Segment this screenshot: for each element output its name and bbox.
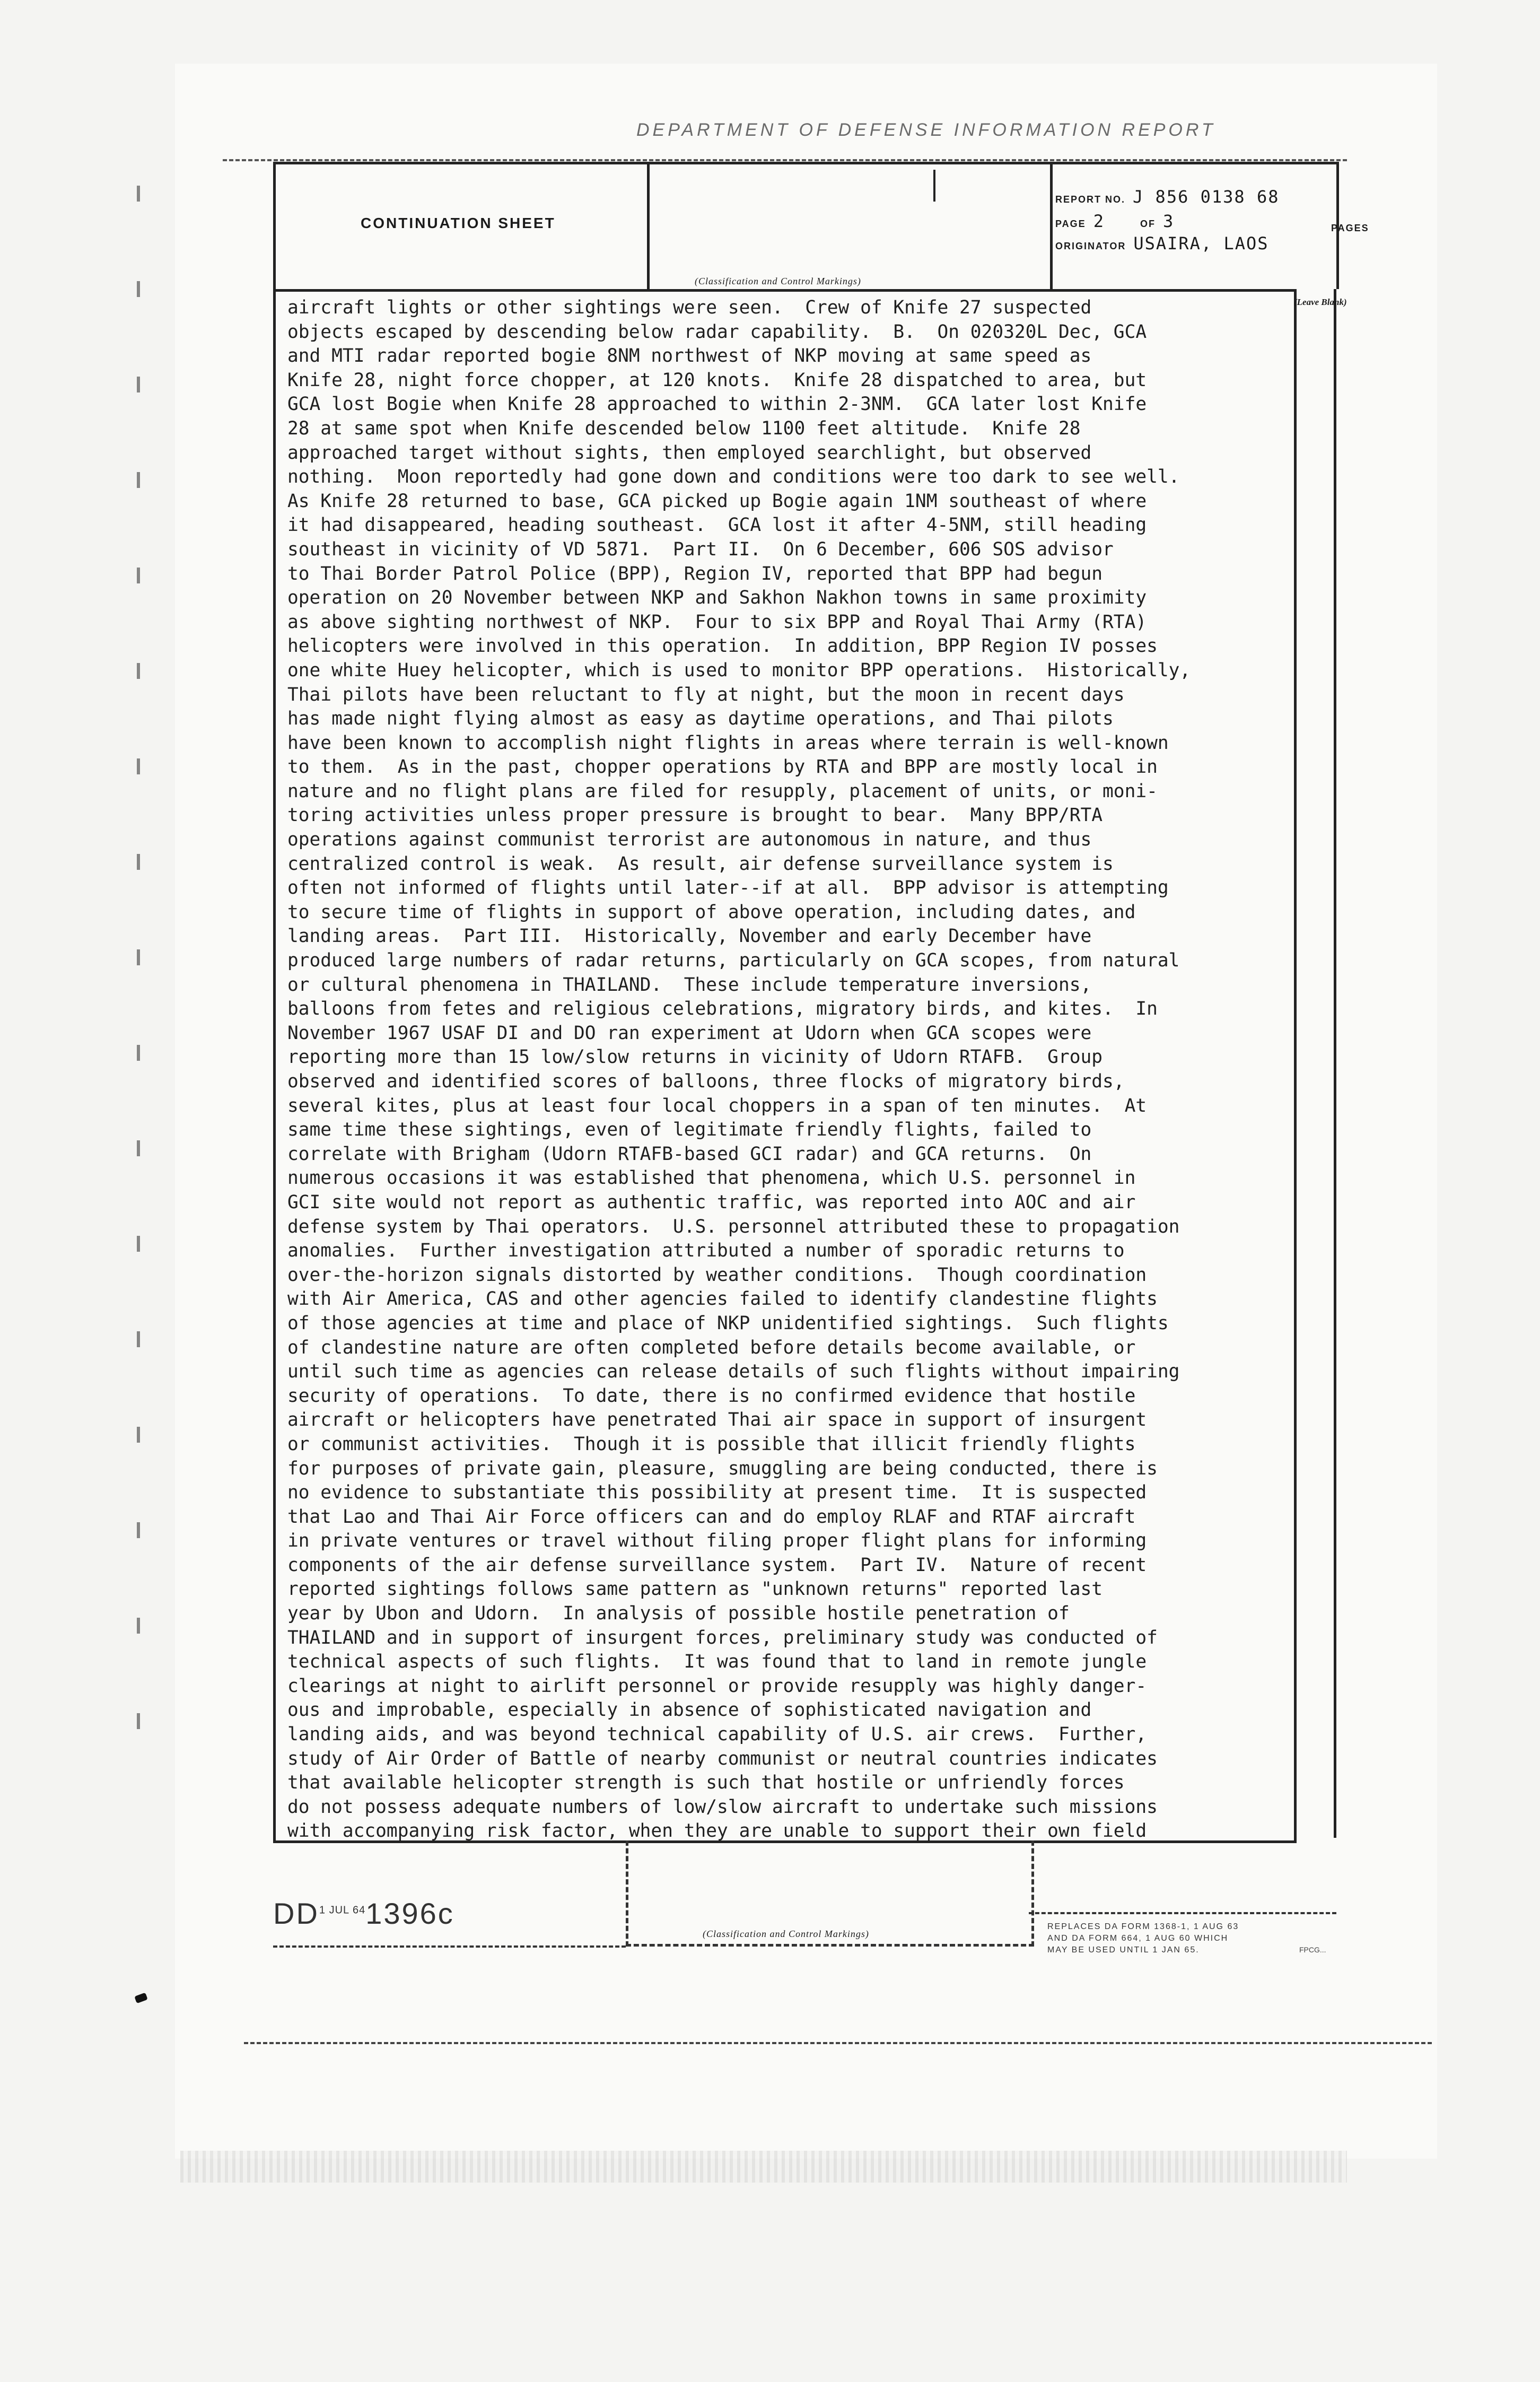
- body-line: until such time as agencies can release details of such flights without impairing: [287, 1361, 1180, 1383]
- body-line: As Knife 28 returned to base, GCA picked up Bogie again 1NM southeast of where: [287, 490, 1147, 512]
- body-line: year by Ubon and Udorn. In analysis of possible hostile penetration of: [287, 1603, 1070, 1625]
- body-line: that Lao and Thai Air Force officers can and do employ RLAF and RTAF aircraft: [287, 1506, 1136, 1528]
- body-line: components of the air defense surveillance system. Part IV. Nature of recent: [287, 1554, 1147, 1576]
- body-line: numerous occasions it was established that phenomena, which U.S. personnel in: [287, 1167, 1136, 1189]
- body-line: with Air America, CAS and other agencies failed to identify clandestine flights: [287, 1288, 1158, 1310]
- classification-cell: [647, 164, 1053, 289]
- of-value: 3: [1162, 211, 1175, 231]
- body-line: aircraft or helicopters have penetrated Thai air space in support of insurgent: [287, 1409, 1147, 1431]
- punch-mark: [134, 1993, 147, 2004]
- body-line: to Thai Border Patrol Police (BPP), Region IV, reported that BPP had begun: [287, 563, 1103, 584]
- classification-mark: [933, 170, 935, 202]
- body-line: over-the-horizon signals distorted by weather conditions. Though coordination: [287, 1264, 1147, 1286]
- bottom-classification-box: [626, 1840, 1034, 1947]
- body-line: study of Air Order of Battle of nearby communist or neutral countries indicates: [287, 1748, 1158, 1769]
- replaces-notice: REPLACES DA FORM 1368-1, 1 AUG 63 AND DA FORM 664, 1 AUG 60 WHICH MAY BE USED UNTIL 1 JAN 65.: [1047, 1922, 1239, 1955]
- body-line: reported sightings follows same pattern as "unknown returns" reported last: [287, 1578, 1103, 1600]
- body-line: of those agencies at time and place of NKP unidentified sightings. Such flights: [287, 1312, 1169, 1334]
- body-line: correlate with Brigham (Udorn RTAFB-based GCI radar) and GCA returns. On: [287, 1143, 1092, 1165]
- top-banner-text: DEPARTMENT OF DEFENSE INFORMATION REPORT: [636, 120, 1216, 140]
- page-row: [1055, 211, 1174, 231]
- body-line: technical aspects of such flights. It was found that to land in remote jungle: [287, 1651, 1147, 1673]
- body-line: or communist activities. Though it is possible that illicit friendly flights: [287, 1433, 1136, 1455]
- body-line: for purposes of private gain, pleasure, smuggling are being conducted, there is: [287, 1458, 1158, 1479]
- body-line: nature and no flight plans are filed for resupply, placement of units, or moni-: [287, 780, 1158, 802]
- continuation-label: CONTINUATION SHEET: [361, 215, 556, 231]
- report-no-value: J 856 0138 68: [1133, 187, 1280, 207]
- body-line: it had disappeared, heading southeast. GCA lost it after 4-5NM, still heading: [287, 514, 1147, 536]
- report-info-cell: [1050, 164, 1336, 289]
- body-line: clearings at night to airlift personnel or provide resupply was highly danger-: [287, 1675, 1147, 1697]
- body-line: centralized control is weak. As result, air defense surveillance system is: [287, 853, 1114, 875]
- body-line: that available helicopter strength is such that hostile or unfriendly forces: [287, 1772, 1125, 1794]
- body-line: several kites, plus at least four local choppers in a span of ten minutes. At: [287, 1095, 1147, 1116]
- body-line: and MTI radar reported bogie 8NM northwest of NKP moving at same speed as: [287, 345, 1092, 367]
- page-label: PAGE: [1055, 219, 1086, 229]
- body-line: observed and identified scores of balloons, three flocks of migratory birds,: [287, 1071, 1125, 1092]
- body-line: defense system by Thai operators. U.S. personnel attributed these to propagation: [287, 1216, 1180, 1237]
- left-margin-marks: [137, 186, 140, 1777]
- of-label: OF: [1140, 219, 1156, 229]
- report-no-row: [1055, 187, 1279, 207]
- body-line: anomalies. Further investigation attributed a number of sporadic returns to: [287, 1240, 1125, 1262]
- body-line: one white Huey helicopter, which is used to monitor BPP operations. Historically,: [287, 659, 1191, 681]
- body-line: security of operations. To date, there is no confirmed evidence that hostile: [287, 1385, 1136, 1407]
- bottom-classification-caption: (Classification and Control Markings): [703, 1929, 869, 1939]
- body-line: landing areas. Part III. Historically, November and early December have: [287, 926, 1092, 947]
- originator-value: USAIRA, LAOS: [1133, 233, 1269, 254]
- leave-blank-column: [1294, 289, 1336, 1838]
- body-line: ous and improbable, especially in absence of sophisticated navigation and: [287, 1699, 1092, 1721]
- footer-code: FPCG...: [1299, 1945, 1326, 1954]
- form-number: [273, 1896, 454, 1931]
- body-line: toring activities unless proper pressure is brought to bear. Many BPP/RTA: [287, 805, 1103, 826]
- body-line: GCI site would not report as authentic traffic, was reported into AOC and air: [287, 1191, 1136, 1213]
- body-line: operation on 20 November between NKP and Sakhon Nakhon towns in same proximity: [287, 587, 1147, 609]
- body-line: have been known to accomplish night flights in areas where terrain is well-known: [287, 732, 1169, 754]
- body-line: operations against communist terrorist are autonomous in nature, and thus: [287, 829, 1092, 851]
- originator-row: [1055, 233, 1269, 254]
- body-line: no evidence to substantiate this possibility at present time. It is suspected: [287, 1482, 1147, 1504]
- continuation-cell: [276, 164, 650, 289]
- form-num: 1396c: [365, 1897, 454, 1930]
- body-line: in private ventures or travel without filing proper flight plans for informing: [287, 1530, 1147, 1552]
- body-line: of clandestine nature are often completed before details become available, or: [287, 1337, 1136, 1358]
- originator-label: ORIGINATOR: [1055, 241, 1126, 251]
- outer-bottom-rule: [244, 2042, 1432, 2044]
- form-date: 1 JUL 64: [319, 1904, 366, 1916]
- body-line: November 1967 USAF DI and DO ran experiment at Udorn when GCA scopes were: [287, 1022, 1092, 1044]
- header-grid: [273, 162, 1339, 289]
- body-line: produced large numbers of radar returns, particularly on GCA scopes, from natural: [287, 950, 1180, 972]
- leave-blank-label: (Leave Blank): [1294, 297, 1347, 307]
- body-line: same time these sightings, even of legitimate friendly flights, failed to: [287, 1119, 1092, 1141]
- report-no-label: REPORT NO.: [1055, 194, 1126, 205]
- body-line: nothing. Moon reportedly had gone down and conditions were too dark to see well.: [287, 466, 1180, 488]
- body-line: GCA lost Bogie when Knife 28 approached to within 2-3NM. GCA later lost Knife: [287, 394, 1147, 415]
- body-line: do not possess adequate numbers of low/slow aircraft to undertake such missions: [287, 1796, 1158, 1818]
- body-line: aircraft lights or other sightings were seen. Crew of Knife 27 suspected: [287, 297, 1092, 318]
- body-line: Knife 28, night force chopper, at 120 knots. Knife 28 dispatched to area, but: [287, 369, 1147, 391]
- body-line: objects escaped by descending below radar capability. B. On 020320L Dec, GCA: [287, 321, 1147, 343]
- form-dd: DD: [273, 1897, 319, 1930]
- classification-caption: (Classification and Control Markings): [695, 276, 861, 286]
- body-line: as above sighting northwest of NKP. Four to six BPP and Royal Thai Army (RTA): [287, 611, 1147, 633]
- body-line: 28 at same spot when Knife descended below 1100 feet altitude. Knife 28: [287, 417, 1081, 439]
- scan-smudge: [180, 2151, 1347, 2183]
- body-line: approached target without sights, then employed searchlight, but observed: [287, 442, 1092, 464]
- body-line: has made night flying almost as easy as daytime operations, and Thai pilots: [287, 708, 1114, 730]
- body-line: to them. As in the past, chopper operations by RTA and BPP are mostly local in: [287, 756, 1158, 778]
- body-line: landing aids, and was beyond technical capability of U.S. air crews. Further,: [287, 1724, 1147, 1746]
- body-text-box: [273, 289, 1297, 1843]
- body-line: with accompanying risk factor, when they are unable to support their own field: [287, 1820, 1147, 1842]
- body-line: helicopters were involved in this operation. In addition, BPP Region IV posses: [287, 635, 1158, 657]
- body-line: balloons from fetes and religious celebrations, migratory birds, and kites. In: [287, 998, 1158, 1020]
- bottom-left-rule: [273, 1945, 626, 1948]
- page-value: 2: [1093, 211, 1105, 231]
- body-line: southeast in vicinity of VD 5871. Part II. On 6 December, 606 SOS advisor: [287, 538, 1114, 560]
- body-line: Thai pilots have been reluctant to fly at night, but the moon in recent days: [287, 684, 1125, 705]
- body-line: to secure time of flights in support of above operation, including dates, and: [287, 901, 1136, 923]
- bottom-right-rule: [1029, 1912, 1336, 1914]
- pages-label: PAGES: [1331, 223, 1369, 233]
- body-line: reporting more than 15 low/slow returns in vicinity of Udorn RTAFB. Group: [287, 1046, 1103, 1068]
- body-line: or cultural phenomena in THAILAND. These include temperature inversions,: [287, 974, 1092, 996]
- body-line: THAILAND and in support of insurgent forces, preliminary study was conducted of: [287, 1627, 1158, 1648]
- body-text: [287, 296, 1290, 1844]
- body-line: often not informed of flights until later--if at all. BPP advisor is attempting: [287, 877, 1169, 899]
